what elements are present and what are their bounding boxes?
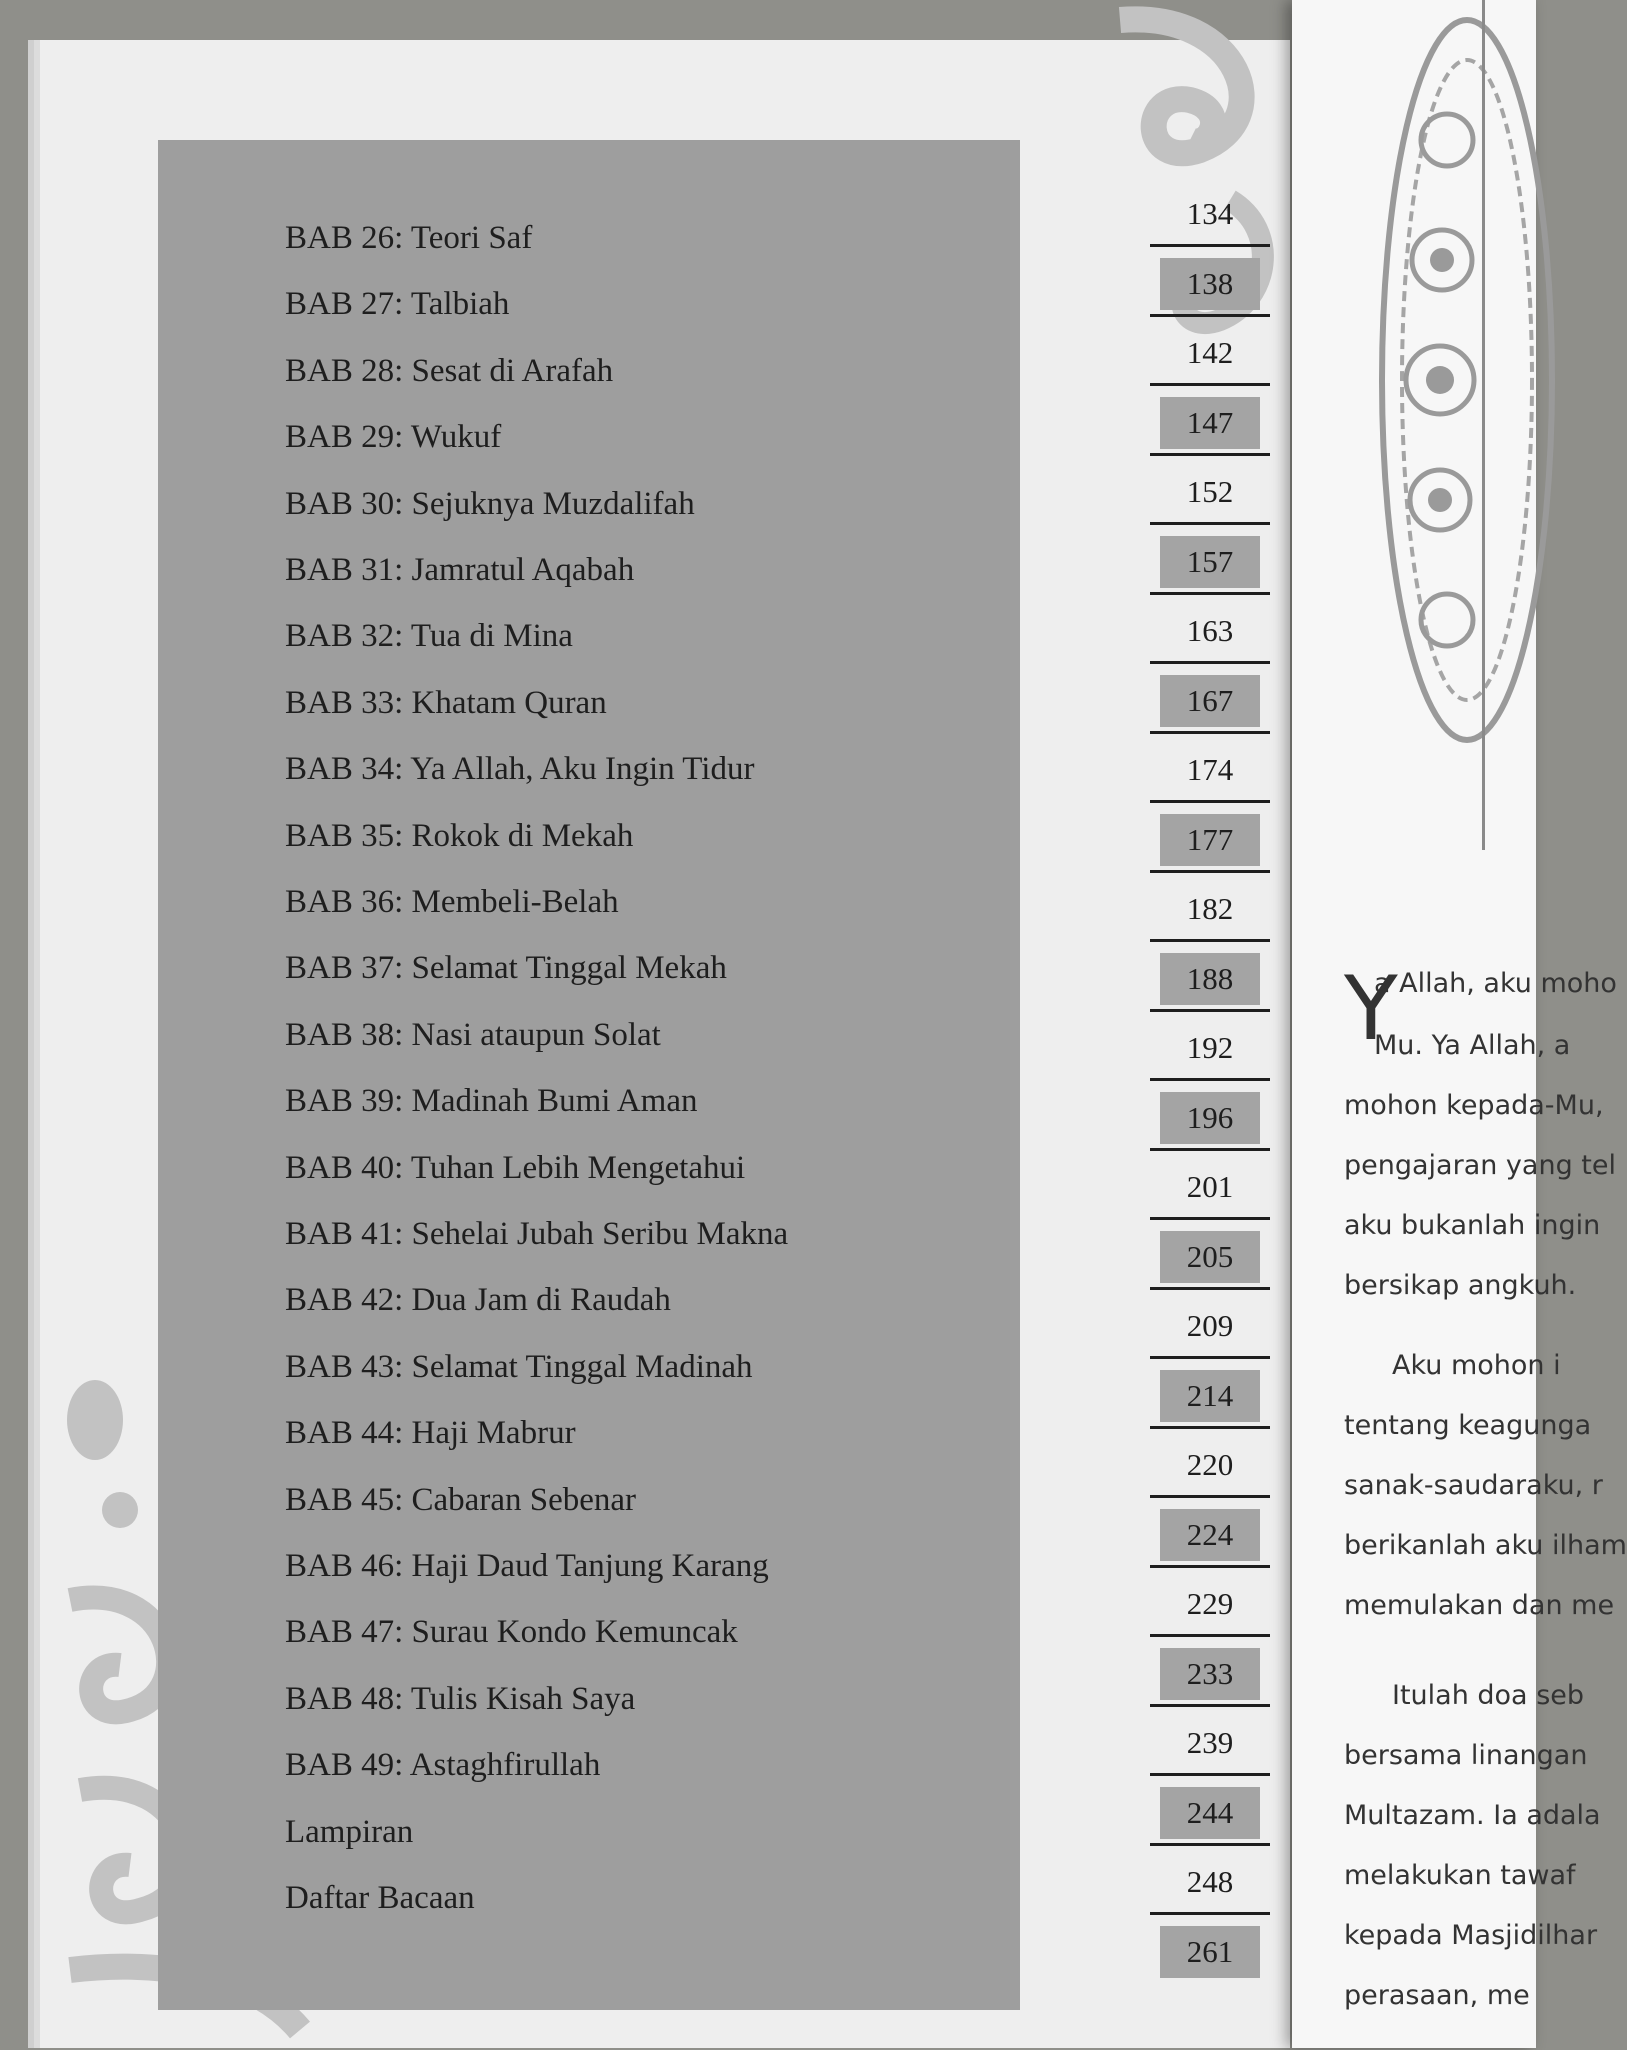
page-number-divider (1150, 383, 1270, 386)
toc-chapter-title: BAB 26: Teori Saf (285, 220, 533, 256)
page-number-divider (1150, 1912, 1270, 1915)
body-text-line: tentang keagunga (1344, 1410, 1592, 1441)
toc-page-number: 244 (1160, 1787, 1260, 1839)
body-text-line: Aku mohon i (1392, 1350, 1561, 1381)
page-number-divider (1150, 1773, 1270, 1776)
body-text-line: bersama linangan (1344, 1740, 1588, 1771)
toc-page-number: 138 (1160, 258, 1260, 310)
toc-page-number: 196 (1160, 1092, 1260, 1144)
body-text-line: a Allah, aku moho (1374, 968, 1617, 999)
mandala-ornament-icon (1372, 0, 1492, 760)
toc-chapter-title: BAB 27: Talbiah (285, 286, 510, 323)
page-number-divider (1150, 1078, 1270, 1081)
toc-chapter-title: BAB 47: Surau Kondo Kemuncak (285, 1614, 738, 1651)
toc-chapter-title: BAB 40: Tuhan Lebih Mengetahui (285, 1149, 746, 1186)
body-text-line: sanak-saudaraku, r (1344, 1470, 1603, 1501)
toc-page-number: 214 (1160, 1370, 1260, 1422)
page-number-divider (1150, 1009, 1270, 1012)
toc-page-number: 142 (1186, 335, 1234, 370)
toc-page-number: 174 (1186, 752, 1234, 787)
body-text-line: pengajaran yang tel (1344, 1150, 1616, 1181)
toc-page-number: 233 (1160, 1648, 1260, 1700)
toc-page-number: 134 (1186, 196, 1234, 231)
toc-chapter-title: BAB 31: Jamratul Aqabah (285, 552, 635, 588)
body-text-line: kepada Masjidilhar (1344, 1920, 1598, 1951)
toc-chapter-title: BAB 46: Haji Daud Tanjung Karang (285, 1548, 769, 1584)
toc-chapter-title: BAB 29: Wukuf (285, 419, 502, 456)
page-number-divider (1150, 1843, 1270, 1846)
toc-chapter-title: BAB 49: Astaghfirullah (285, 1747, 601, 1784)
toc-page-number: 167 (1160, 675, 1260, 727)
toc-page-number: 261 (1160, 1926, 1260, 1978)
body-text-line: perasaan, me (1344, 1980, 1530, 2011)
page-number-divider (1150, 1634, 1270, 1637)
page-number-divider (1150, 314, 1270, 317)
page-number-divider (1150, 592, 1270, 595)
page-number-divider (1150, 1495, 1270, 1498)
body-text-line: Multazam. Ia adala (1344, 1800, 1601, 1831)
page-number-divider (1150, 1565, 1270, 1568)
page-number-divider (1150, 939, 1270, 942)
toc-page-number: 201 (1186, 1169, 1234, 1204)
toc-chapter-title: BAB 28: Sesat di Arafah (285, 352, 614, 389)
toc-chapter-title: BAB 39: Madinah Bumi Aman (285, 1083, 698, 1120)
toc-page-number: 147 (1160, 397, 1260, 449)
body-text-line: memulakan dan me (1344, 1590, 1615, 1621)
toc-page-number: 182 (1186, 891, 1234, 926)
drop-cap-letter: Y (1344, 957, 1398, 1060)
body-text-line: berikanlah aku ilham (1344, 1530, 1627, 1561)
toc-page-number: 163 (1186, 613, 1234, 648)
toc-page-number: 229 (1186, 1586, 1234, 1621)
page-number-divider (1150, 661, 1270, 664)
page-number-divider (1150, 453, 1270, 456)
body-text-line: aku bukanlah ingin (1344, 1210, 1601, 1241)
toc-chapter-title: Lampiran (285, 1813, 414, 1850)
toc-page-number: 157 (1160, 536, 1260, 588)
body-text-line: melakukan tawaf (1344, 1860, 1576, 1891)
body-text-line: Itulah doa seb (1392, 1680, 1585, 1711)
page-number-divider (1150, 731, 1270, 734)
page-number-divider (1150, 870, 1270, 873)
toc-page-number: 224 (1160, 1509, 1260, 1561)
toc-chapter-title: BAB 44: Haji Mabrur (285, 1415, 576, 1452)
body-text-line: bersikap angkuh. (1344, 1270, 1577, 1301)
toc-chapter-title: BAB 42: Dua Jam di Raudah (285, 1282, 671, 1319)
page-number-divider (1150, 1217, 1270, 1220)
page-number-divider (1150, 1287, 1270, 1290)
left-book-page (40, 40, 1290, 2048)
page-number-divider (1150, 522, 1270, 525)
page-number-divider (1150, 1704, 1270, 1707)
toc-chapter-title: BAB 34: Ya Allah, Aku Ingin Tidur (285, 751, 755, 788)
toc-page-number: 209 (1186, 1308, 1234, 1343)
toc-page-number: 177 (1160, 814, 1260, 866)
toc-page-number: 192 (1186, 1030, 1234, 1065)
body-text-line: mohon kepada-Mu, (1344, 1090, 1604, 1121)
toc-page-number: 188 (1160, 953, 1260, 1005)
toc-chapter-title: BAB 36: Membeli-Belah (285, 884, 619, 920)
toc-chapter-title: BAB 48: Tulis Kisah Saya (285, 1680, 636, 1717)
page-number-divider (1150, 1356, 1270, 1359)
page-number-divider (1150, 1426, 1270, 1429)
toc-chapter-title: BAB 32: Tua di Mina (285, 618, 573, 655)
toc-chapter-title: BAB 30: Sejuknya Muzdalifah (285, 485, 695, 522)
toc-chapter-title: BAB 41: Sehelai Jubah Seribu Makna (285, 1216, 789, 1252)
toc-chapter-title: BAB 45: Cabaran Sebenar (285, 1481, 636, 1518)
body-text-line: Mu. Ya Allah, a (1374, 1030, 1571, 1061)
page-number-divider (1150, 1148, 1270, 1151)
toc-page-number: 239 (1186, 1725, 1234, 1760)
page-number-divider (1150, 244, 1270, 247)
toc-chapter-title: Daftar Bacaan (285, 1880, 475, 1916)
toc-chapter-title: BAB 43: Selamat Tinggal Madinah (285, 1348, 753, 1385)
toc-page-number: 220 (1186, 1447, 1234, 1482)
toc-chapter-title: BAB 38: Nasi ataupun Solat (285, 1016, 661, 1053)
toc-chapter-title: BAB 37: Selamat Tinggal Mekah (285, 950, 727, 987)
vertical-rule (1482, 0, 1485, 850)
toc-page-number: 152 (1186, 474, 1234, 509)
toc-chapter-title: BAB 35: Rokok di Mekah (285, 817, 634, 854)
toc-page-number: 248 (1186, 1864, 1234, 1899)
toc-page-number: 205 (1160, 1231, 1260, 1283)
toc-chapter-title: BAB 33: Khatam Quran (285, 684, 607, 721)
page-number-divider (1150, 800, 1270, 803)
right-book-page (1292, 0, 1627, 2048)
